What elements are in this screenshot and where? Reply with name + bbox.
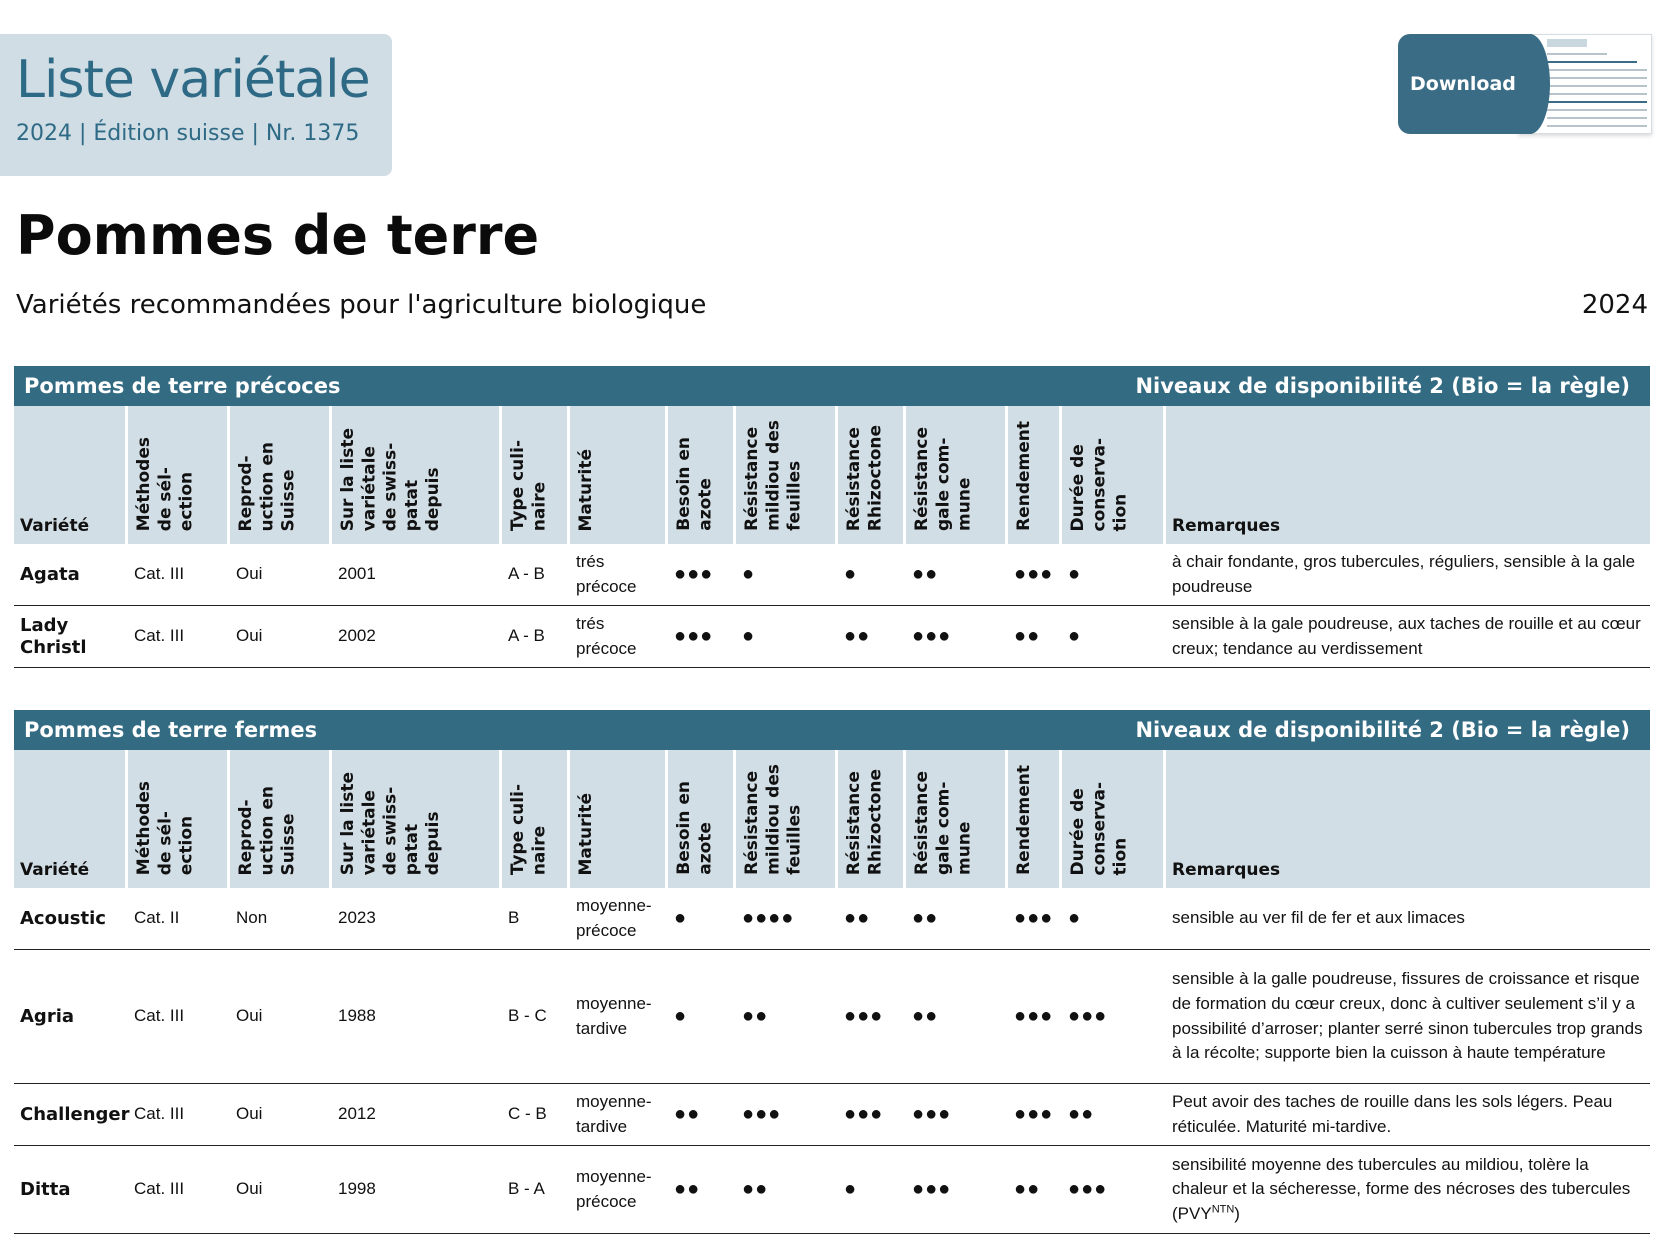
cell-name-value: Lady Christl (20, 614, 87, 658)
column-header (668, 406, 736, 544)
cell-name (14, 606, 128, 668)
cell-maturity (570, 950, 668, 1084)
column-header (838, 750, 906, 888)
cell-storage-value: ● (1068, 625, 1082, 647)
cell-type (502, 950, 570, 1084)
cell-remark-value: à chair fondante, gros tubercules, réguliers, sensible à la gale poudreuse (1172, 551, 1636, 596)
download-button[interactable]: Download (1398, 34, 1532, 134)
column-header-label: Méthodes de sél- ection (134, 780, 197, 875)
cell-rhizoctone (838, 544, 906, 606)
column-header-label: Résistance mildiou des feuilles (742, 420, 805, 531)
column-header-label: Résistance gale com- mune (912, 427, 975, 531)
cell-remark (1166, 888, 1650, 950)
cell-type (502, 1146, 570, 1234)
cell-yield (1008, 888, 1062, 950)
brand-box (0, 34, 392, 176)
column-header-label: Durée de conserva- tion (1068, 781, 1131, 875)
table-row (14, 1146, 1650, 1234)
remark-end: ) (1234, 1203, 1240, 1223)
cell-name (14, 1084, 128, 1146)
column-header (230, 406, 332, 544)
cell-maturity (570, 544, 668, 606)
cell-mildew (736, 888, 838, 950)
cell-mildew (736, 950, 838, 1084)
cell-nitrogen (668, 888, 736, 950)
cell-method (128, 606, 230, 668)
cell-mildew-value: ●● (742, 1005, 769, 1027)
section-early-potatoes (14, 366, 1650, 668)
cell-mildew (736, 1084, 838, 1146)
variety-table (14, 406, 1650, 668)
cell-yield-value: ●●● (1014, 563, 1054, 585)
cell-remark (1166, 950, 1650, 1084)
cell-repro (230, 950, 332, 1084)
column-header-label: Résistance mildiou des feuilles (742, 764, 805, 875)
cell-maturity-value: moyenne- tardive (576, 1091, 652, 1136)
cell-maturity-value: moyenne- précoce (576, 1166, 652, 1211)
cell-mildew (736, 606, 838, 668)
cell-repro-value: Oui (236, 1179, 263, 1199)
column-header (838, 406, 906, 544)
section-title: Pommes de terre fermes (24, 718, 318, 742)
cell-yield (1008, 1084, 1062, 1146)
cell-rhizoctone-value: ● (844, 563, 858, 585)
column-header-label: Besoin en azote (674, 437, 716, 531)
cell-storage-value: ● (1068, 907, 1082, 929)
header-row (14, 750, 1650, 888)
column-header (1166, 406, 1650, 544)
cell-yield-value: ●●● (1014, 907, 1054, 929)
table-row (14, 950, 1650, 1084)
cell-remark (1166, 544, 1650, 606)
cell-type-value: B (508, 908, 520, 928)
cell-nitrogen-value: ●●● (674, 625, 714, 647)
cell-storage-value: ●●● (1068, 1178, 1108, 1200)
cell-since-value: 1988 (338, 1006, 376, 1026)
column-header (502, 750, 570, 888)
cell-mildew-value: ●●●● (742, 907, 795, 929)
cell-name-value: Challenger (20, 1103, 130, 1125)
column-header (906, 406, 1008, 544)
cell-storage (1062, 1084, 1166, 1146)
cell-since-value: 2001 (338, 564, 376, 584)
cell-yield (1008, 950, 1062, 1084)
column-header-label: Sur la liste variétale de swiss- patat depuis (338, 771, 443, 875)
cell-rhizoctone-value: ●●● (844, 1103, 884, 1125)
cell-scab-value: ●●● (912, 1178, 952, 1200)
cell-maturity (570, 606, 668, 668)
cell-since (332, 950, 502, 1084)
cell-method-value: Cat. III (134, 1006, 185, 1026)
cell-nitrogen-value: ● (674, 1005, 688, 1027)
column-header (230, 750, 332, 888)
cell-storage (1062, 606, 1166, 668)
cell-rhizoctone-value: ●● (844, 625, 871, 647)
remark-superscript: NTN (1211, 1203, 1235, 1216)
cell-rhizoctone (838, 950, 906, 1084)
cell-method (128, 1146, 230, 1234)
section-header-bar (14, 366, 1650, 406)
cell-since (332, 888, 502, 950)
section-firm-potatoes (14, 710, 1650, 1234)
cell-scab-value: ●● (912, 907, 939, 929)
section-title: Pommes de terre précoces (24, 374, 341, 398)
cell-remark-value: sensible au ver fil de fer et aux limaces (1172, 908, 1465, 928)
column-header (1062, 750, 1166, 888)
cell-yield (1008, 1146, 1062, 1234)
cell-name (14, 888, 128, 950)
cell-remark (1166, 606, 1650, 668)
table-row (14, 888, 1650, 950)
cell-mildew (736, 544, 838, 606)
cell-nitrogen (668, 1084, 736, 1146)
cell-repro-value: Oui (236, 564, 263, 584)
cell-scab-value: ●●● (912, 1103, 952, 1125)
column-header (332, 750, 502, 888)
cell-scab (906, 950, 1008, 1084)
cell-repro (230, 544, 332, 606)
cell-remark-value: sensible à la gale poudreuse, aux taches de rouille et au cœur creux; tendance au verdissement (1172, 613, 1641, 658)
cell-name (14, 544, 128, 606)
cell-mildew-value: ● (742, 563, 756, 585)
column-header-label: Reprod- uction en Suisse (236, 441, 299, 531)
cell-remark-value: Peut avoir des taches de rouille dans les sols légers. Peau réticulée. Maturité mi-tardive. (1172, 1091, 1613, 1136)
column-header (736, 406, 838, 544)
page-title: Pommes de terre (16, 204, 540, 267)
cell-type (502, 1084, 570, 1146)
cell-name-value: Ditta (20, 1178, 71, 1200)
cell-name (14, 950, 128, 1084)
cell-nitrogen-value: ●● (674, 1103, 701, 1125)
column-header-label: Résistance Rhizoctone (844, 424, 886, 531)
cell-scab-value: ●●● (912, 625, 952, 647)
cell-method-value: Cat. II (134, 908, 180, 928)
cell-type-value: B - C (508, 1006, 547, 1026)
cell-yield (1008, 544, 1062, 606)
cell-yield (1008, 606, 1062, 668)
cell-since-value: 2012 (338, 1104, 376, 1124)
cell-since (332, 1146, 502, 1234)
column-header-label: Reprod- uction en Suisse (236, 785, 299, 875)
cell-maturity-value: trés précoce (576, 613, 637, 658)
cell-method-value: Cat. III (134, 1179, 185, 1199)
cell-storage (1062, 544, 1166, 606)
cell-since-value: 2002 (338, 626, 376, 646)
cell-mildew-value: ●● (742, 1178, 769, 1200)
cell-since (332, 544, 502, 606)
column-header-label: Durée de conserva- tion (1068, 437, 1131, 531)
cell-type-value: A - B (508, 626, 545, 646)
cell-repro-value: Oui (236, 1104, 263, 1124)
cell-remark (1166, 1146, 1650, 1234)
column-header-label: Type culi- naire (508, 783, 550, 875)
cell-scab (906, 888, 1008, 950)
cell-type-value: C - B (508, 1104, 547, 1124)
column-header (736, 750, 838, 888)
cell-scab (906, 1146, 1008, 1234)
cell-repro (230, 606, 332, 668)
cell-rhizoctone-value: ●● (844, 907, 871, 929)
column-header-label: Type culi- naire (508, 439, 550, 531)
column-header (570, 406, 668, 544)
cell-maturity-value: moyenne- précoce (576, 895, 652, 940)
cell-rhizoctone (838, 888, 906, 950)
cell-storage (1062, 1146, 1166, 1234)
column-header (1008, 750, 1062, 888)
cell-remark-value: sensible à la galle poudreuse, fissures de croissance et risque de formation du cœur creux, donc à cultiver seulement s’il y a possibilité d’arroser; planter serré sinon tubercules trop grands à la récolte; supporte bien la cuisson à haute température (1172, 969, 1643, 1063)
cell-repro (230, 1084, 332, 1146)
column-header (128, 406, 230, 544)
cell-repro (230, 1146, 332, 1234)
column-header-label: Besoin en azote (674, 781, 716, 875)
cell-rhizoctone-value: ●●● (844, 1005, 884, 1027)
cell-maturity-value: moyenne- tardive (576, 993, 652, 1038)
cell-remark-value: sensibilité moyenne des tubercules au mildiou, tolère la chaleur et la sécheresse, forme des nécroses des tubercules (PVY (1172, 1154, 1631, 1223)
column-header (332, 406, 502, 544)
cell-repro-value: Oui (236, 626, 263, 646)
cell-repro (230, 888, 332, 950)
column-header (14, 750, 128, 888)
cell-storage-value: ●● (1068, 1103, 1095, 1125)
column-header-label: Méthodes de sél- ection (134, 436, 197, 531)
cell-type (502, 544, 570, 606)
column-header-label: Variété (20, 860, 90, 880)
cell-nitrogen-value: ● (674, 907, 688, 929)
cell-nitrogen (668, 606, 736, 668)
cell-name-value: Agata (20, 563, 80, 585)
cell-yield-value: ●● (1014, 1178, 1041, 1200)
cell-mildew-value: ●●● (742, 1103, 782, 1125)
cell-type (502, 606, 570, 668)
cell-rhizoctone (838, 606, 906, 668)
cell-scab-value: ●● (912, 563, 939, 585)
column-header (128, 750, 230, 888)
page-year: 2024 (1581, 290, 1648, 320)
column-header (1166, 750, 1650, 888)
cell-nitrogen-value: ●● (674, 1178, 701, 1200)
header-row (14, 406, 1650, 544)
cell-scab-value: ●● (912, 1005, 939, 1027)
cell-nitrogen (668, 544, 736, 606)
column-header (1008, 406, 1062, 544)
cell-rhizoctone (838, 1146, 906, 1234)
column-header (14, 406, 128, 544)
cell-maturity-value: trés précoce (576, 551, 637, 596)
cell-name-value: Agria (20, 1005, 75, 1027)
column-header (1062, 406, 1166, 544)
page-subtitle: Variétés recommandées pour l'agriculture biologique (16, 290, 707, 320)
cell-method-value: Cat. III (134, 1104, 185, 1124)
cell-method (128, 1084, 230, 1146)
cell-method-value: Cat. III (134, 626, 185, 646)
availability-level: Niveaux de disponibilité 2 (Bio = la règle) (1135, 718, 1630, 742)
column-header-label: Rendement (1014, 765, 1034, 875)
cell-storage-value: ●●● (1068, 1005, 1108, 1027)
cell-since-value: 1998 (338, 1179, 376, 1199)
cell-scab (906, 1084, 1008, 1146)
cell-type-value: B - A (508, 1179, 545, 1199)
cell-yield-value: ●●● (1014, 1103, 1054, 1125)
cell-repro-value: Non (236, 908, 268, 928)
brand-subtitle: 2024 | Édition suisse | Nr. 1375 (16, 121, 360, 147)
cell-repro-value: Oui (236, 1006, 263, 1026)
cell-scab (906, 544, 1008, 606)
cell-maturity (570, 1084, 668, 1146)
availability-level: Niveaux de disponibilité 2 (Bio = la règle) (1135, 374, 1630, 398)
table-row (14, 544, 1650, 606)
column-header-label: Rendement (1014, 421, 1034, 531)
cell-nitrogen (668, 950, 736, 1084)
table-row (14, 606, 1650, 668)
cell-scab (906, 606, 1008, 668)
cell-name-value: Acoustic (20, 907, 106, 929)
cell-since (332, 606, 502, 668)
column-header-label: Sur la liste variétale de swiss- patat depuis (338, 427, 443, 531)
cell-storage (1062, 950, 1166, 1084)
cell-method-value: Cat. III (134, 564, 185, 584)
column-header-label: Remarques (1172, 516, 1281, 536)
section-header-bar (14, 710, 1650, 750)
column-header (906, 750, 1008, 888)
column-header-label: Résistance Rhizoctone (844, 768, 886, 875)
cell-storage-value: ● (1068, 563, 1082, 585)
cell-type (502, 888, 570, 950)
column-header (570, 750, 668, 888)
cell-since-value: 2023 (338, 908, 376, 928)
cell-rhizoctone-value: ● (844, 1178, 858, 1200)
column-header-label: Maturité (576, 792, 596, 875)
cell-yield-value: ●●● (1014, 1005, 1054, 1027)
cell-yield-value: ●● (1014, 625, 1041, 647)
cell-name (14, 1146, 128, 1234)
cell-type-value: A - B (508, 564, 545, 584)
cell-mildew-value: ● (742, 625, 756, 647)
cell-remark (1166, 1084, 1650, 1146)
cell-nitrogen-value: ●●● (674, 563, 714, 585)
download-widget[interactable] (1398, 34, 1652, 134)
table-row (14, 1084, 1650, 1146)
cell-mildew (736, 1146, 838, 1234)
brand-title: Liste variétale (16, 50, 370, 110)
cell-method (128, 950, 230, 1084)
column-header-label: Variété (20, 516, 90, 536)
column-header (502, 406, 570, 544)
cell-rhizoctone (838, 1084, 906, 1146)
cell-maturity (570, 888, 668, 950)
column-header-label: Résistance gale com- mune (912, 771, 975, 875)
cell-storage (1062, 888, 1166, 950)
column-header-label: Remarques (1172, 860, 1281, 880)
cell-since (332, 1084, 502, 1146)
cell-method (128, 544, 230, 606)
column-header (668, 750, 736, 888)
cell-nitrogen (668, 1146, 736, 1234)
cell-method (128, 888, 230, 950)
column-header-label: Maturité (576, 448, 596, 531)
variety-table (14, 750, 1650, 1234)
cell-maturity (570, 1146, 668, 1234)
